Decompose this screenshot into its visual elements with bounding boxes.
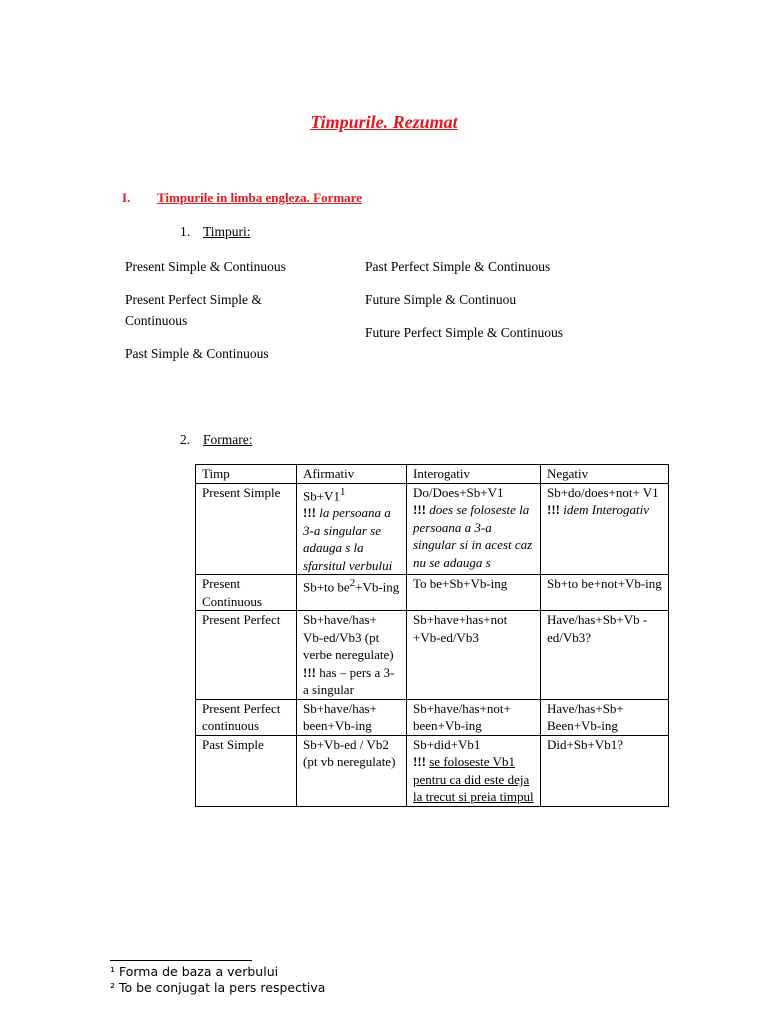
interrogative-cell: Sb+have+has+not +Vb-ed/Vb3: [407, 611, 541, 700]
formula: +Vb-ing: [355, 579, 400, 595]
emphasis-mark: !!!: [303, 664, 316, 680]
tense-item: Present Perfect Simple & Continuous: [125, 292, 262, 328]
negative-cell: Did+Sb+Vb1?: [541, 735, 669, 806]
subsection-number: 2.: [180, 432, 191, 447]
footnote-text: To be conjugat la pers respectiva: [115, 980, 326, 995]
formula: Sb+to be: [303, 579, 350, 595]
interrogative-cell: [407, 735, 541, 806]
tense-cell: Present Simple: [196, 483, 297, 575]
footnote: [110, 980, 325, 995]
emphasis-mark: !!!: [547, 502, 560, 517]
table-row: [196, 735, 669, 806]
tense-formation-table: [195, 464, 669, 807]
interrogative-cell: [407, 483, 541, 575]
footnote-mark: ²: [110, 980, 116, 995]
footnote-text: Forma de baza a verbului: [115, 964, 279, 979]
table-row: [196, 575, 669, 611]
footnote-mark: ¹: [110, 964, 116, 979]
table-row: [196, 483, 669, 575]
emphasis-mark: !!!: [413, 754, 426, 770]
affirmative-cell: [297, 575, 407, 611]
affirmative-cell: [297, 483, 407, 575]
header-cell: Negativ: [541, 465, 669, 484]
note: se foloseste Vb1 pentru ca did este deja la trecut si preia timpul: [413, 754, 534, 805]
section-title: Timpurile in limba engleza. Formare: [157, 190, 362, 205]
tense-item: Future Simple & Continuou: [365, 292, 517, 307]
tense-cell: Present Perfect: [196, 611, 297, 700]
tense-item: Future Perfect Simple & Continuous: [365, 325, 563, 340]
subsection-title: Timpuri:: [203, 224, 251, 239]
negative-cell: Sb+to be+not+Vb-ing: [541, 575, 669, 611]
formula: Do/Does+Sb+V1: [413, 484, 504, 500]
footnote-ref: 1: [339, 485, 346, 498]
formula: Sb+do/does+not+ V1: [547, 484, 659, 500]
note: has – pers a 3-a singular: [303, 664, 395, 698]
table-row: [196, 611, 669, 700]
affirmative-cell: [297, 611, 407, 700]
interrogative-cell: Sb+have/has+not+ been+Vb-ing: [407, 699, 541, 735]
table-row: [196, 699, 669, 735]
header-cell: Timp: [196, 465, 297, 484]
section-number: I.: [122, 190, 131, 205]
table-header-row: [196, 465, 669, 484]
tense-item: Past Perfect Simple & Continuous: [365, 259, 551, 274]
footnote: [110, 964, 278, 979]
negative-cell: Have/has+Sb+ Been+Vb-ing: [541, 699, 669, 735]
emphasis-mark: !!!: [413, 502, 426, 517]
negative-cell: [541, 483, 669, 575]
note: does se foloseste la persoana a 3-a singular si in acest caz nu se adauga s: [413, 502, 533, 570]
interrogative-cell: To be+Sb+Vb-ing: [407, 575, 541, 611]
subsection-number: 1.: [180, 224, 191, 239]
formula: Sb+have/has+ Vb-ed/Vb3 (pt verbe neregulate): [303, 612, 394, 663]
emphasis-mark: !!!: [303, 505, 316, 521]
subsection-formation-heading: [180, 432, 253, 448]
note: idem Interogativ: [563, 502, 650, 517]
subsection-title: Formare:: [203, 432, 253, 447]
tense-item: Present Simple & Continuous: [125, 259, 286, 274]
formula: Sb+V1: [303, 487, 340, 503]
section-heading: [122, 190, 362, 206]
tense-cell: Present Continuous: [196, 575, 297, 611]
negative-cell: Have/has+Sb+Vb -ed/Vb3?: [541, 611, 669, 700]
tense-cell: Past Simple: [196, 735, 297, 806]
tense-cell: Present Perfect continuous: [196, 699, 297, 735]
note: la persoana a 3-a singular se adauga s la sfarsitul verbului: [303, 505, 393, 573]
affirmative-cell: Sb+have/has+ been+Vb-ing: [297, 699, 407, 735]
header-cell: Afirmativ: [297, 465, 407, 484]
subsection-tenses-heading: [180, 224, 251, 240]
affirmative-cell: Sb+Vb-ed / Vb2 (pt vb neregulate): [297, 735, 407, 806]
tense-item: Past Simple & Continuous: [125, 346, 269, 361]
header-cell: Interogativ: [407, 465, 541, 484]
formula: Sb+did+Vb1: [413, 736, 481, 752]
footnote-ref: 2: [349, 577, 356, 590]
page-title: Timpurile. Rezumat: [310, 112, 458, 132]
footnote-separator: [110, 960, 252, 961]
